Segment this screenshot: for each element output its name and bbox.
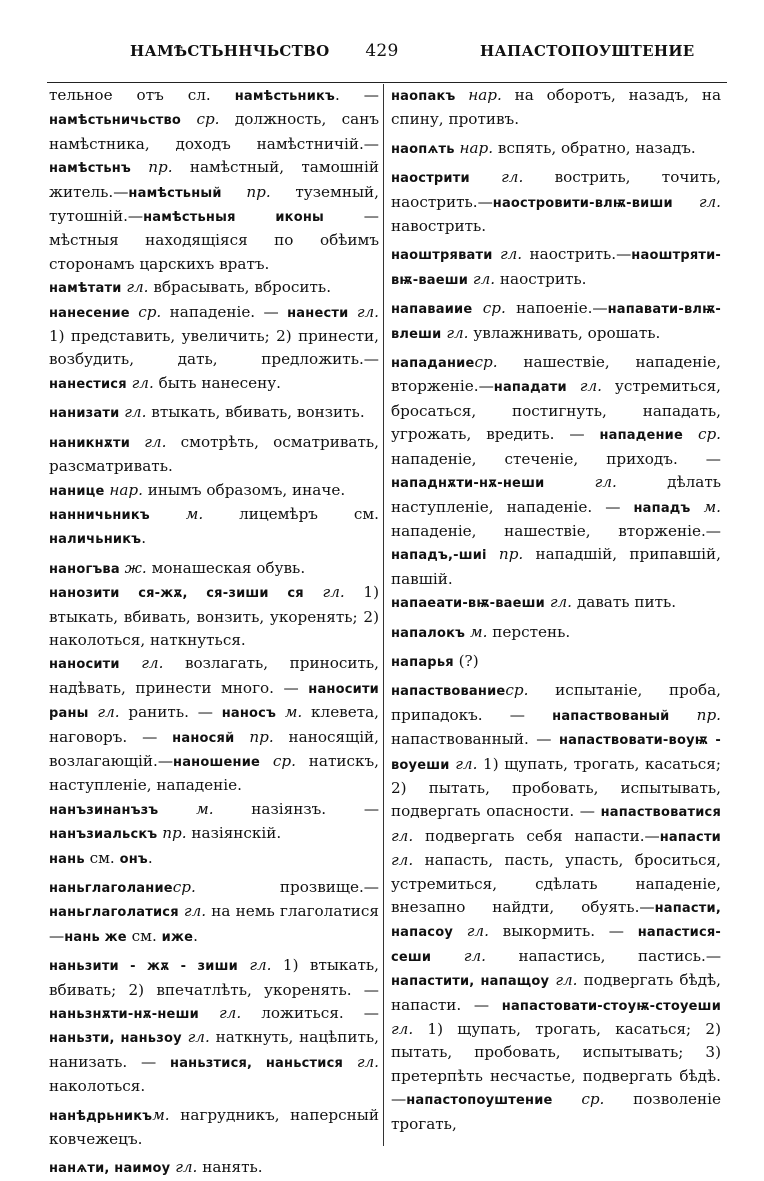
- grammar-label: м.: [469, 622, 488, 641]
- grammar-label: гл.: [501, 168, 524, 187]
- grammar-label: пр.: [498, 545, 524, 564]
- grammar-label: нар.: [109, 480, 143, 499]
- dictionary-entry: [49, 503, 379, 552]
- headword: наньглаголание: [49, 881, 173, 896]
- definition-text: наколоться.: [49, 1077, 146, 1096]
- definition-text: [131, 158, 148, 176]
- headword: наостровити-влѭ-виши: [492, 195, 673, 211]
- grammar-label: гл.: [594, 473, 617, 492]
- definition-text: напаствованный. —: [391, 730, 559, 749]
- definition-text: [431, 947, 464, 965]
- headword: наопакъ: [391, 89, 456, 104]
- column-divider: [383, 84, 384, 1146]
- grammar-label: ср.: [172, 878, 196, 896]
- grammar-label: гл.: [249, 956, 272, 975]
- definition-text: напасть, пасть, упасть, броситься, устремиться, сдѣлать нападеніе, внезапно найдти, обуять.—: [391, 851, 721, 916]
- headword: напастися-сеши: [391, 925, 721, 965]
- dictionary-entry: [391, 650, 721, 674]
- dictionary-entry: [391, 137, 721, 161]
- headword: наострити: [391, 171, 470, 187]
- dictionary-entry: [391, 166, 721, 238]
- grammar-label: гл.: [555, 971, 578, 990]
- grammar-label: гл.: [322, 583, 345, 602]
- dictionary-entry: [49, 847, 379, 871]
- grammar-label: гл.: [698, 192, 721, 211]
- grammar-label: ср.: [482, 299, 506, 318]
- dictionary-entry: [49, 276, 379, 300]
- definition-text: нагрудникъ, наперсный ковчежецъ.: [49, 1105, 379, 1149]
- grammar-label: ж.: [124, 558, 147, 577]
- grammar-label: пр.: [249, 727, 274, 746]
- running-head-left: НАМѢСТЬННЧЬСТВО: [130, 42, 330, 60]
- definition-text: вспять, обратно, назадъ.: [493, 138, 696, 157]
- definition-text: назіянзъ. —: [213, 799, 380, 818]
- definition-text: на оборотъ, назадъ, на спину, противъ.: [391, 86, 721, 129]
- definition-text: 1) щупать, трогать, касаться; 2) пытать, пробовать, испытывать; 3) претерпѣть несчастье, подвергать бѣдѣ.—: [391, 1020, 721, 1109]
- grammar-label: пр.: [246, 182, 271, 201]
- grammar-label: м.: [196, 799, 214, 818]
- headword: наношение: [173, 754, 261, 770]
- headword: нанесение: [49, 305, 130, 321]
- definition-text: монашеская обувь.: [146, 558, 306, 577]
- definition-text: ложиться. —: [241, 1004, 379, 1023]
- definition-text: [120, 654, 142, 672]
- dictionary-entry: [49, 431, 379, 479]
- definition-text: (?): [453, 651, 479, 670]
- definition-text: 1) втыкать, вбивать; 2) впечатлѣть, укоренять. —: [49, 956, 379, 999]
- definition-text: см.: [84, 848, 120, 867]
- definition-text: увлажнивать, орошать.: [468, 323, 661, 342]
- grammar-label: гл.: [218, 1004, 242, 1023]
- grammar-label: гл.: [144, 432, 167, 451]
- grammar-label: гл.: [466, 922, 489, 941]
- dictionary-entry: [49, 1156, 379, 1180]
- grammar-label: м.: [152, 1105, 170, 1124]
- definition-text: [222, 183, 247, 201]
- grammar-label: пр.: [162, 824, 187, 843]
- grammar-label: ср.: [581, 1090, 605, 1109]
- definition-text: подвергать себя напасти.—: [413, 826, 660, 845]
- headword: наньзти, наньзоу: [49, 1031, 182, 1047]
- headword: наоштряти-вѭ-ваеши: [391, 248, 722, 288]
- headword: нападати: [493, 380, 567, 396]
- dictionary-entry: [391, 621, 721, 645]
- grammar-label: гл.: [549, 593, 573, 612]
- definition-text: [683, 425, 698, 443]
- grammar-label: гл.: [472, 269, 496, 288]
- definition-text: [453, 922, 467, 940]
- headword: нань же: [64, 929, 127, 945]
- headword: намѣтати: [49, 281, 122, 297]
- grammar-label: нар.: [468, 86, 502, 104]
- headword: наоштрявати: [391, 248, 493, 264]
- definition-text: тельное отъ сл.: [49, 86, 235, 104]
- dictionary-entry: [49, 954, 379, 1098]
- header-rule: [47, 82, 727, 83]
- definition-text: клевета, наговоръ. —: [49, 703, 380, 746]
- definition-text: 1) щупать, трогать, касаться; 2) пытать, пробовать, испытывать, подвергать опасности. —: [391, 754, 722, 821]
- grammar-label: ср.: [272, 751, 296, 770]
- headword: напасти: [659, 829, 721, 845]
- headword: нанъзинанъзъ: [49, 802, 159, 818]
- definition-text: [553, 1090, 582, 1108]
- dictionary-entry: [49, 401, 379, 425]
- headword: наносити раны: [49, 681, 379, 722]
- grammar-label: гл.: [579, 377, 602, 396]
- definition-text: лицемѣръ см.: [203, 504, 380, 523]
- headword: наногъва: [49, 561, 120, 577]
- definition-text: навострить.: [391, 217, 487, 236]
- dictionary-entry: [49, 557, 379, 581]
- definition-text: нанять.: [197, 1158, 263, 1177]
- definition-text: [181, 110, 196, 128]
- grammar-label: гл.: [391, 826, 414, 845]
- grammar-label: ср.: [697, 425, 721, 444]
- headword: напасти, напасоу: [391, 901, 721, 941]
- headword: напаваиие: [391, 302, 473, 318]
- definition-text: [487, 545, 499, 563]
- dictionary-entry: [49, 301, 379, 397]
- headword: иже: [161, 929, 194, 945]
- headword: напарья: [391, 654, 454, 670]
- headword: нанестися: [49, 376, 127, 392]
- grammar-label: гл.: [124, 403, 147, 422]
- headword: напастовати-стоуѭ-стоуеши: [501, 998, 721, 1014]
- definition-text: [199, 1004, 219, 1022]
- definition-text: втыкать, вбивать, вонзить.: [146, 403, 365, 422]
- definition-text: вбрасывать, вбросить.: [148, 278, 332, 297]
- definition-text: [670, 706, 697, 724]
- headword: напаеати-вѭ-ваеши: [391, 596, 545, 612]
- definition-text: [130, 303, 138, 321]
- headword: наньзтися, наньстися: [170, 1055, 344, 1071]
- headword: напаствование: [391, 684, 506, 700]
- headword: наносъ: [221, 706, 277, 722]
- grammar-label: м.: [284, 703, 303, 722]
- definition-text: нападеніе. —: [161, 302, 288, 321]
- definition-text: .: [141, 529, 147, 548]
- definition-text: нападшій, припавшій, павшій.: [391, 545, 721, 588]
- grammar-label: гл.: [183, 902, 207, 921]
- headword: намѣстьникъ: [234, 89, 335, 104]
- headword: наньзнѫти-нѫ-неши: [49, 1007, 199, 1023]
- grammar-label: нар.: [459, 138, 494, 157]
- definition-text: возлагать, приносить, надѣвать, принести много. —: [49, 654, 379, 697]
- definition-text: подвергать бѣдѣ, напасти. —: [391, 971, 722, 1014]
- headword: нанозити ся-жѫ, ся-зиши ся: [49, 586, 304, 602]
- definition-text: [673, 193, 699, 211]
- definition-text: [472, 299, 482, 317]
- definition-text: смотрѣть, осматривать, разсматривать.: [49, 432, 379, 476]
- grammar-label: гл.: [391, 851, 414, 870]
- grammar-label: гл.: [126, 278, 149, 297]
- definition-text: [158, 800, 196, 818]
- headword: напалокъ: [391, 625, 466, 641]
- headword: наносити: [49, 657, 120, 673]
- headword: нападъ: [633, 500, 691, 516]
- headword: нанъзиальскъ: [49, 827, 158, 843]
- definition-text: испытаніе, проба, припадокъ. —: [391, 681, 721, 724]
- definition-text: нашествіе, нападеніе, вторженіе.—: [391, 353, 721, 396]
- headword: намѣстьнъ: [49, 161, 131, 177]
- grammar-label: ср.: [196, 110, 220, 129]
- definition-text: — мѣстныя находящіяся по обѣимъ сторонамъ царскихъ вратъ.: [49, 207, 379, 273]
- headword: напавати-влѭ-влеши: [391, 302, 721, 342]
- headword: наличьникъ: [49, 532, 142, 548]
- dictionary-entry: [49, 581, 379, 652]
- dictionary-entry: [49, 479, 379, 503]
- grammar-label: гл.: [175, 1158, 198, 1177]
- dictionary-entry: [49, 876, 379, 949]
- definition-text: перстень.: [487, 622, 571, 641]
- definition-text: выкормить. —: [488, 922, 638, 941]
- headword: напастити, напащоу: [391, 974, 550, 990]
- grammar-label: гл.: [97, 703, 120, 722]
- headword: наопѧть: [391, 141, 455, 157]
- headword: нанничьникъ: [49, 507, 150, 523]
- dictionary-entry: [391, 679, 721, 1136]
- definition-text: . —: [335, 86, 379, 104]
- grammar-label: ср.: [474, 353, 498, 372]
- dictionary-entry: [391, 591, 721, 615]
- definition-text: быть нанесену.: [153, 373, 282, 392]
- dictionary-entry: [391, 297, 721, 346]
- definition-text: 1) втыкать, вбивать, вонзить, укоренять; 2) наколоться, наткнуться.: [49, 583, 380, 649]
- definition-text: [238, 956, 249, 974]
- headword: нанѣдрьникъ: [49, 1108, 153, 1124]
- page-number: 429: [365, 41, 399, 61]
- grammar-label: пр.: [148, 158, 173, 177]
- definition-text: позволеніе трогать,: [391, 1090, 721, 1133]
- grammar-label: ср.: [138, 302, 162, 321]
- definition-text: устремиться, бросаться, постигнуть, нападать, угрожать, вредить. —: [391, 377, 721, 444]
- grammar-label: гл.: [356, 302, 379, 321]
- grammar-label: пр.: [696, 705, 722, 724]
- definition-text: [150, 505, 186, 523]
- headword: нанизати: [49, 406, 120, 422]
- grammar-label: ср.: [505, 681, 529, 700]
- headword: нань: [49, 851, 85, 867]
- definition-text: [470, 168, 501, 186]
- definition-text: [304, 583, 323, 601]
- definition-text: натискъ, наступленіе, нападеніе.: [49, 751, 379, 795]
- headword: наникнѫти: [49, 435, 131, 451]
- headword: наньзити - жѫ - зиши: [49, 959, 238, 975]
- definition-text: наострить.—: [522, 245, 632, 264]
- headword: наньглаголатися: [49, 905, 179, 921]
- definition-text: [455, 86, 468, 104]
- headword: нападание: [391, 356, 475, 372]
- headword: нанице: [49, 483, 105, 499]
- headword: нападение: [599, 428, 684, 444]
- definition-text: 1) представить, увеличить; 2) принести, возбудить, дать, предложить.—: [49, 327, 379, 369]
- grammar-label: гл.: [131, 373, 154, 392]
- grammar-label: гл.: [141, 654, 164, 673]
- grammar-label: гл.: [499, 245, 523, 264]
- headword: намѣстьный: [128, 185, 222, 201]
- grammar-label: м.: [185, 504, 204, 523]
- definition-text: намѣстный, тамошній житель.—: [49, 158, 379, 201]
- dictionary-entry: [49, 1104, 379, 1152]
- definition-text: ранить. —: [119, 703, 222, 722]
- definition-text: см.: [126, 926, 162, 945]
- definition-text: напоеніе.—: [505, 299, 608, 318]
- running-head-right: НАПАСТОПОУШТЕНИЕ: [480, 42, 695, 60]
- dictionary-entry: [49, 798, 379, 847]
- definition-text: напастись, пастись.—: [485, 946, 722, 965]
- definition-text: [276, 703, 285, 721]
- definition-text: [234, 728, 249, 746]
- headword: нападъ,-шиі: [391, 548, 487, 564]
- definition-text: наострить.: [495, 269, 587, 288]
- definition-text: [130, 433, 144, 451]
- grammar-label: м.: [703, 497, 721, 516]
- headword: нанѧти, наимоу: [49, 1161, 171, 1177]
- headword: напаствовати-воуѭ - воуеши: [391, 733, 721, 773]
- definition-text: вострить, точить, наострить.—: [391, 168, 722, 211]
- grammar-label: гл.: [446, 323, 469, 342]
- right-column: [391, 84, 721, 1136]
- definition-text: [343, 1053, 357, 1071]
- grammar-label: гл.: [187, 1028, 210, 1047]
- grammar-label: гл.: [356, 1052, 380, 1071]
- definition-text: туземный, тутошній.—: [49, 182, 379, 226]
- dictionary-entry: [391, 243, 721, 292]
- definition-text: наносящій, возлагающій.—: [49, 727, 380, 770]
- dictionary-entry: [49, 652, 379, 797]
- headword: намѣстьныя иконы: [143, 210, 324, 226]
- grammar-label: гл.: [463, 946, 486, 965]
- definition-text: должность, санъ намѣстника, доходъ намѣстничій.—: [49, 110, 380, 153]
- definition-text: прозвище.—: [195, 878, 379, 896]
- definition-text: [260, 752, 273, 770]
- definition-text: наткнуть, нацѣпить, нанизать. —: [49, 1028, 379, 1071]
- definition-text: нападеніе, стеченіе, приходъ. —: [391, 449, 721, 468]
- definition-text: [493, 245, 500, 263]
- definition-text: назіянскій.: [186, 824, 282, 843]
- grammar-label: гл.: [391, 1020, 414, 1039]
- definition-text: давать пить.: [572, 593, 677, 612]
- definition-text: [348, 303, 356, 321]
- left-column: [49, 84, 379, 1181]
- definition-text: .: [193, 926, 198, 945]
- headword: нанести: [287, 305, 349, 321]
- headword: наносяй: [172, 730, 235, 746]
- definition-text: инымъ образомъ, иначе.: [142, 480, 346, 499]
- definition-text: нападеніе, нашествіе, вторженіе.—: [391, 521, 721, 540]
- definition-text: на немь глаголатися—: [49, 902, 379, 945]
- dictionary-entry: [49, 84, 379, 276]
- headword: напаствоватися: [600, 805, 721, 821]
- headword: напаствованый: [552, 708, 670, 724]
- definition-text: [544, 473, 594, 491]
- definition-text: дѣлать наступленіе, нападеніе. —: [391, 473, 721, 516]
- definition-text: [690, 498, 703, 516]
- dictionary-entry: [391, 84, 721, 132]
- grammar-label: гл.: [455, 754, 478, 773]
- definition-text: [567, 377, 580, 395]
- definition-text: .: [147, 848, 153, 867]
- headword: нападнѫти-нѫ-неши: [391, 476, 545, 492]
- dictionary-entry: [391, 351, 721, 591]
- headword: онъ: [119, 851, 148, 867]
- headword: напастопоуштение: [406, 1093, 553, 1109]
- headword: намѣстьничьство: [49, 113, 182, 129]
